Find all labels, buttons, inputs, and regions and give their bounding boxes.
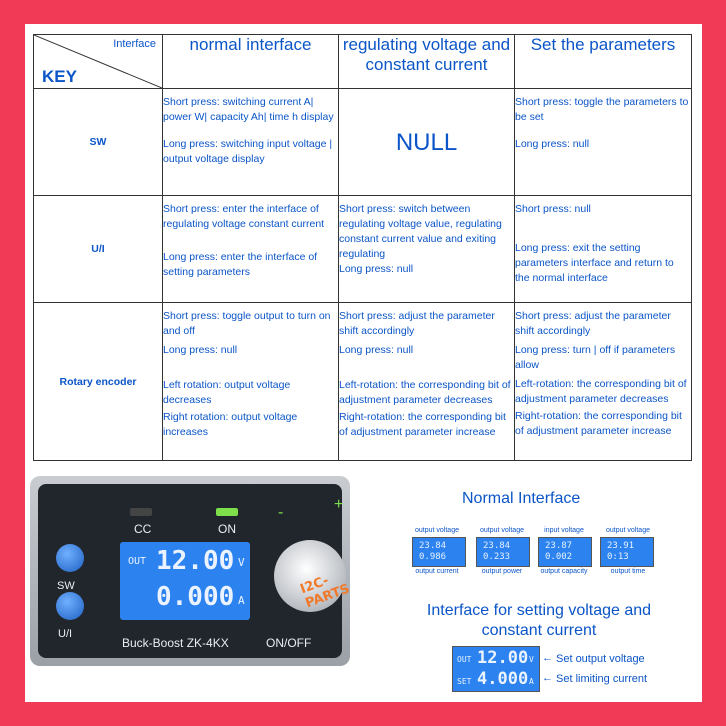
mini-line-1: 23.91 xyxy=(607,541,635,551)
cell-text: Short press: adjust the parameter shift accordingly xyxy=(515,310,671,337)
minus-label: - xyxy=(278,504,284,521)
mini-line-2: 0.233 xyxy=(483,552,511,562)
cell-rotary-regulating xyxy=(339,303,515,461)
mini-line-2: 0.986 xyxy=(419,552,447,562)
cell-text: Left rotation: output voltage decreases xyxy=(163,379,291,406)
normal-interface-title: Normal Interface xyxy=(462,490,581,507)
table-header-row xyxy=(34,35,692,89)
cell-ui-set xyxy=(515,196,692,303)
mini-line-1: 23.84 xyxy=(419,541,447,551)
set-caption-current: Set limiting current xyxy=(556,673,648,685)
watermark-logo: I2C-PARTS xyxy=(298,573,352,612)
sw-button[interactable] xyxy=(56,544,84,572)
cell-sw-regulating: NULL xyxy=(339,89,515,196)
mini-line-2: 0.002 xyxy=(545,552,573,562)
cell-text: Short press: adjust the parameter shift accordingly xyxy=(339,310,495,337)
mini-line-2: 0:13 xyxy=(607,552,629,562)
cell-text: Long press: exit the setting parameters interface and return to the normal interface xyxy=(515,242,674,284)
interface-label: Interface xyxy=(113,38,156,50)
top-caption: output voltage xyxy=(415,527,459,534)
arrow-icon: ← xyxy=(542,652,553,664)
arrow-icon: ← xyxy=(542,672,553,684)
row-key-rotary: Rotary encoder xyxy=(34,303,163,461)
cell-text: Right rotation: output voltage increases xyxy=(163,411,298,438)
ui-label: U/I xyxy=(58,628,73,640)
mini-screen-time xyxy=(600,537,654,567)
sw-label: SW xyxy=(57,580,75,592)
cell-text: Right-rotation: the corresponding bit of adjustment parameter increase xyxy=(515,410,682,437)
col-header-set-params: Set the parameters xyxy=(515,35,692,89)
ui-button[interactable] xyxy=(56,592,84,620)
cell-text: Right-rotation: the corresponding bit of adjustment parameter increase xyxy=(339,411,506,438)
set-set-value: 4.000 xyxy=(477,669,529,689)
bottom-caption: output capacity xyxy=(540,568,588,575)
on-led xyxy=(216,508,238,516)
mini-line-1: 23.84 xyxy=(483,541,511,551)
top-caption: output voltage xyxy=(606,527,650,534)
lcd-current: 0.000 xyxy=(156,582,235,612)
cell-rotary-normal xyxy=(163,303,339,461)
model-label: Buck-Boost ZK-4KX xyxy=(122,636,229,650)
set-out-label: OUT xyxy=(457,655,472,664)
device-module xyxy=(30,476,350,666)
set-set-label: SET xyxy=(457,677,472,686)
cell-text: Short press: switching current A| power W| capacity Ah| time h display xyxy=(163,96,334,123)
table-row-rotary xyxy=(34,303,692,461)
setting-lcd xyxy=(452,646,540,692)
setting-interface-title: Interface for setting voltage and constant current xyxy=(426,602,652,639)
cell-text: Long press: null xyxy=(339,263,414,275)
cell-text: Long press: null xyxy=(515,138,590,150)
cell-text: Left-rotation: the corresponding bit of adjustment parameter decreases xyxy=(515,378,687,405)
onoff-label: ON/OFF xyxy=(266,636,312,650)
cell-text: Left-rotation: the corresponding bit of adjustment parameter decreases xyxy=(339,379,511,406)
lcd-v-unit: V xyxy=(238,556,245,569)
lcd-display xyxy=(120,542,250,620)
cell-text: Long press: null xyxy=(163,344,238,356)
mini-line-1: 23.87 xyxy=(545,541,573,551)
cell-sw-normal xyxy=(163,89,339,196)
on-label: ON xyxy=(218,522,236,536)
cell-text: Short press: enter the interface of regulating voltage constant current xyxy=(163,203,325,230)
corner-cell xyxy=(34,35,163,89)
cell-ui-normal xyxy=(163,196,339,303)
cell-text: Short press: null xyxy=(515,203,591,215)
col-header-regulating: regulating voltage and constant current xyxy=(339,35,515,89)
cell-ui-regulating xyxy=(339,196,515,303)
col-header-normal: normal interface xyxy=(163,35,339,89)
cell-text: Short press: toggle output to turn on and off xyxy=(163,310,331,337)
bottom-caption: output current xyxy=(415,568,459,575)
top-caption: input voltage xyxy=(544,527,584,534)
key-label: KEY xyxy=(42,67,77,86)
mini-screen-capacity xyxy=(538,537,592,567)
plus-label: + xyxy=(334,496,344,513)
table-row-ui xyxy=(34,196,692,303)
row-key-sw: SW xyxy=(34,89,163,196)
bottom-caption: output power xyxy=(481,568,523,575)
mini-screen-current xyxy=(412,537,466,567)
top-caption: output voltage xyxy=(480,527,524,534)
cell-rotary-set xyxy=(515,303,692,461)
cc-label: CC xyxy=(134,522,152,536)
set-out-unit: V xyxy=(529,655,534,664)
cell-text: Long press: switching input voltage | output voltage display xyxy=(163,138,333,165)
cell-text: Short press: toggle the parameters to be set xyxy=(515,96,689,123)
cell-text: Long press: enter the interface of setting parameters xyxy=(163,251,318,278)
cell-text: Short press: switch between regulating voltage value, regulating constant current value and exiting regulating xyxy=(339,203,502,260)
key-table xyxy=(33,34,692,461)
lcd-a-unit: A xyxy=(238,594,245,607)
lcd-voltage: 12.00 xyxy=(156,546,235,576)
cell-text: Long press: turn | off if parameters allow xyxy=(515,344,676,371)
set-out-value: 12.00 xyxy=(477,648,529,668)
lcd-out-label: OUT xyxy=(128,556,147,567)
table-row-sw xyxy=(34,89,692,196)
mini-screen-power xyxy=(476,537,530,567)
bottom-caption: output time xyxy=(610,568,646,575)
set-caption-voltage: Set output voltage xyxy=(556,653,645,665)
row-key-ui: U/I xyxy=(34,196,163,303)
set-set-unit: A xyxy=(529,677,534,686)
cell-text: Long press: null xyxy=(339,344,414,356)
cc-led xyxy=(130,508,152,516)
cell-sw-set xyxy=(515,89,692,196)
